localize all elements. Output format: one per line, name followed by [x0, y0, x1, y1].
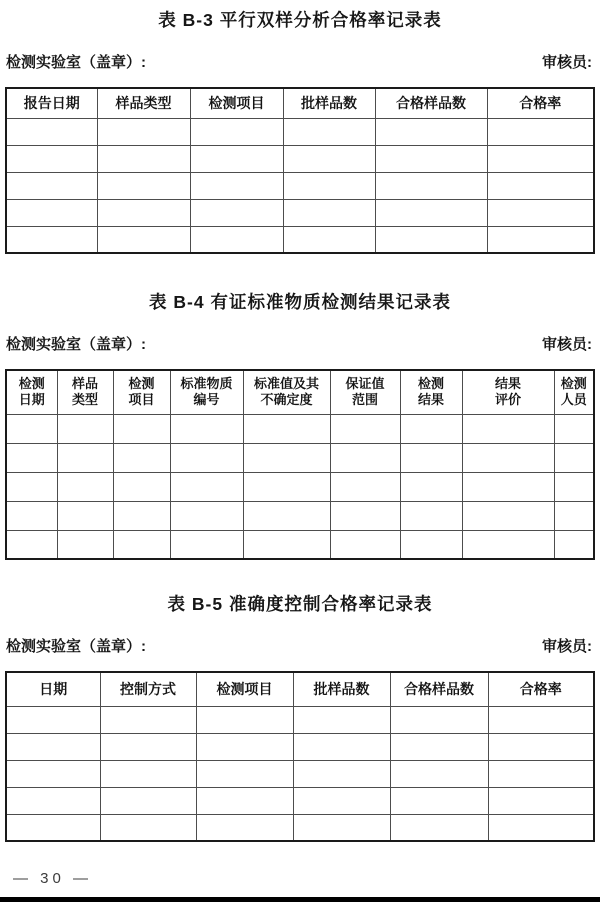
header-row — [6, 370, 594, 414]
empty-cell — [57, 501, 113, 530]
empty-cell — [487, 145, 594, 172]
empty-cell — [57, 530, 113, 559]
column-header: 检测项目 — [190, 88, 283, 118]
empty-cell — [293, 706, 390, 733]
empty-cell — [97, 172, 190, 199]
column-header: 样品 类型 — [57, 370, 113, 414]
section-table-b3 — [0, 0, 600, 254]
empty-cell — [6, 226, 97, 253]
column-header: 控制方式 — [100, 672, 196, 706]
record-table-b5 — [5, 671, 595, 842]
table-row — [6, 172, 594, 199]
empty-cell — [554, 443, 594, 472]
scan-edge-strip — [0, 897, 600, 902]
empty-cell — [283, 118, 375, 145]
empty-cell — [100, 787, 196, 814]
section-table-b4 — [0, 254, 600, 560]
table-row — [6, 472, 594, 501]
reviewer-label: 审核员: — [542, 54, 592, 71]
empty-cell — [170, 501, 243, 530]
empty-cell — [283, 226, 375, 253]
column-header: 保证值 范围 — [330, 370, 400, 414]
table-row — [6, 199, 594, 226]
empty-cell — [375, 226, 487, 253]
empty-cell — [488, 787, 594, 814]
empty-cell — [6, 733, 100, 760]
empty-cell — [390, 706, 488, 733]
empty-cell — [554, 472, 594, 501]
column-header: 检测 结果 — [400, 370, 462, 414]
empty-cell — [487, 226, 594, 253]
empty-cell — [554, 530, 594, 559]
empty-cell — [400, 443, 462, 472]
empty-cell — [293, 760, 390, 787]
empty-cell — [57, 472, 113, 501]
empty-cell — [113, 414, 170, 443]
empty-cell — [170, 530, 243, 559]
table-b5-label-row — [6, 635, 594, 656]
empty-cell — [190, 199, 283, 226]
page-number: — 30 — — [13, 870, 93, 887]
empty-cell — [375, 118, 487, 145]
table-row — [6, 530, 594, 559]
empty-cell — [6, 414, 57, 443]
record-table-b3 — [5, 87, 595, 254]
reviewer-label: 审核员: — [542, 638, 592, 655]
empty-cell — [170, 443, 243, 472]
empty-cell — [6, 501, 57, 530]
section-table-b5 — [0, 560, 600, 842]
empty-cell — [293, 787, 390, 814]
empty-cell — [554, 501, 594, 530]
empty-cell — [488, 760, 594, 787]
table-row — [6, 814, 594, 841]
empty-cell — [196, 706, 293, 733]
reviewer-label: 审核员: — [542, 336, 592, 353]
lab-seal-label: 检测实验室（盖章）: — [6, 54, 146, 71]
empty-cell — [190, 145, 283, 172]
table-row — [6, 787, 594, 814]
empty-cell — [330, 443, 400, 472]
empty-cell — [462, 530, 554, 559]
empty-cell — [554, 414, 594, 443]
empty-cell — [243, 443, 330, 472]
table-row — [6, 118, 594, 145]
table-row — [6, 501, 594, 530]
empty-cell — [390, 760, 488, 787]
empty-cell — [487, 199, 594, 226]
empty-cell — [462, 414, 554, 443]
column-header: 检测项目 — [196, 672, 293, 706]
empty-cell — [190, 172, 283, 199]
table-row — [6, 226, 594, 253]
column-header: 日期 — [6, 672, 100, 706]
table-b4-label-row — [6, 333, 594, 354]
column-header: 合格率 — [487, 88, 594, 118]
empty-cell — [100, 706, 196, 733]
empty-cell — [462, 501, 554, 530]
empty-cell — [488, 814, 594, 841]
column-header: 标准值及其 不确定度 — [243, 370, 330, 414]
table-b3-label-row — [6, 51, 594, 72]
empty-cell — [462, 472, 554, 501]
empty-cell — [293, 814, 390, 841]
column-header: 检测 日期 — [6, 370, 57, 414]
empty-cell — [57, 443, 113, 472]
empty-cell — [243, 472, 330, 501]
empty-cell — [97, 118, 190, 145]
empty-cell — [196, 733, 293, 760]
column-header: 批样品数 — [293, 672, 390, 706]
empty-cell — [6, 172, 97, 199]
empty-cell — [196, 760, 293, 787]
empty-cell — [243, 501, 330, 530]
empty-cell — [375, 145, 487, 172]
table-b3-title: 表 B-3 平行双样分析合格率记录表 — [158, 10, 442, 30]
empty-cell — [6, 814, 100, 841]
header-row — [6, 672, 594, 706]
column-header: 标准物质 编号 — [170, 370, 243, 414]
empty-cell — [100, 760, 196, 787]
column-header: 样品类型 — [97, 88, 190, 118]
empty-cell — [330, 472, 400, 501]
empty-cell — [283, 199, 375, 226]
column-header: 批样品数 — [283, 88, 375, 118]
table-b4-title: 表 B-4 有证标准物质检测结果记录表 — [149, 292, 451, 312]
empty-cell — [6, 145, 97, 172]
empty-cell — [487, 118, 594, 145]
empty-cell — [97, 226, 190, 253]
empty-cell — [113, 501, 170, 530]
empty-cell — [488, 733, 594, 760]
table-row — [6, 706, 594, 733]
empty-cell — [100, 733, 196, 760]
empty-cell — [400, 414, 462, 443]
empty-cell — [6, 530, 57, 559]
empty-cell — [390, 814, 488, 841]
empty-cell — [100, 814, 196, 841]
column-header: 合格样品数 — [390, 672, 488, 706]
empty-cell — [97, 199, 190, 226]
empty-cell — [330, 414, 400, 443]
empty-cell — [293, 733, 390, 760]
empty-cell — [375, 199, 487, 226]
record-table-b4 — [5, 369, 595, 560]
column-header: 检测 人员 — [554, 370, 594, 414]
empty-cell — [243, 414, 330, 443]
empty-cell — [400, 501, 462, 530]
lab-seal-label: 检测实验室（盖章）: — [6, 336, 146, 353]
table-b5-title: 表 B-5 准确度控制合格率记录表 — [167, 594, 433, 614]
empty-cell — [488, 706, 594, 733]
column-header: 合格样品数 — [375, 88, 487, 118]
empty-cell — [243, 530, 330, 559]
empty-cell — [283, 172, 375, 199]
empty-cell — [6, 706, 100, 733]
empty-cell — [390, 787, 488, 814]
empty-cell — [6, 760, 100, 787]
column-header: 结果 评价 — [462, 370, 554, 414]
empty-cell — [196, 814, 293, 841]
empty-cell — [170, 414, 243, 443]
table-row — [6, 145, 594, 172]
column-header: 检测 项目 — [113, 370, 170, 414]
empty-cell — [170, 472, 243, 501]
table-row — [6, 414, 594, 443]
lab-seal-label: 检测实验室（盖章）: — [6, 638, 146, 655]
table-row — [6, 733, 594, 760]
empty-cell — [400, 530, 462, 559]
empty-cell — [196, 787, 293, 814]
empty-cell — [330, 530, 400, 559]
table-row — [6, 443, 594, 472]
empty-cell — [6, 472, 57, 501]
column-header: 合格率 — [488, 672, 594, 706]
empty-cell — [113, 472, 170, 501]
empty-cell — [6, 787, 100, 814]
empty-cell — [190, 118, 283, 145]
empty-cell — [283, 145, 375, 172]
empty-cell — [400, 472, 462, 501]
empty-cell — [113, 443, 170, 472]
empty-cell — [190, 226, 283, 253]
table-row — [6, 760, 594, 787]
empty-cell — [6, 118, 97, 145]
empty-cell — [390, 733, 488, 760]
empty-cell — [113, 530, 170, 559]
empty-cell — [487, 172, 594, 199]
column-header: 报告日期 — [6, 88, 97, 118]
header-row — [6, 88, 594, 118]
empty-cell — [57, 414, 113, 443]
empty-cell — [97, 145, 190, 172]
empty-cell — [6, 443, 57, 472]
empty-cell — [375, 172, 487, 199]
empty-cell — [330, 501, 400, 530]
empty-cell — [462, 443, 554, 472]
empty-cell — [6, 199, 97, 226]
